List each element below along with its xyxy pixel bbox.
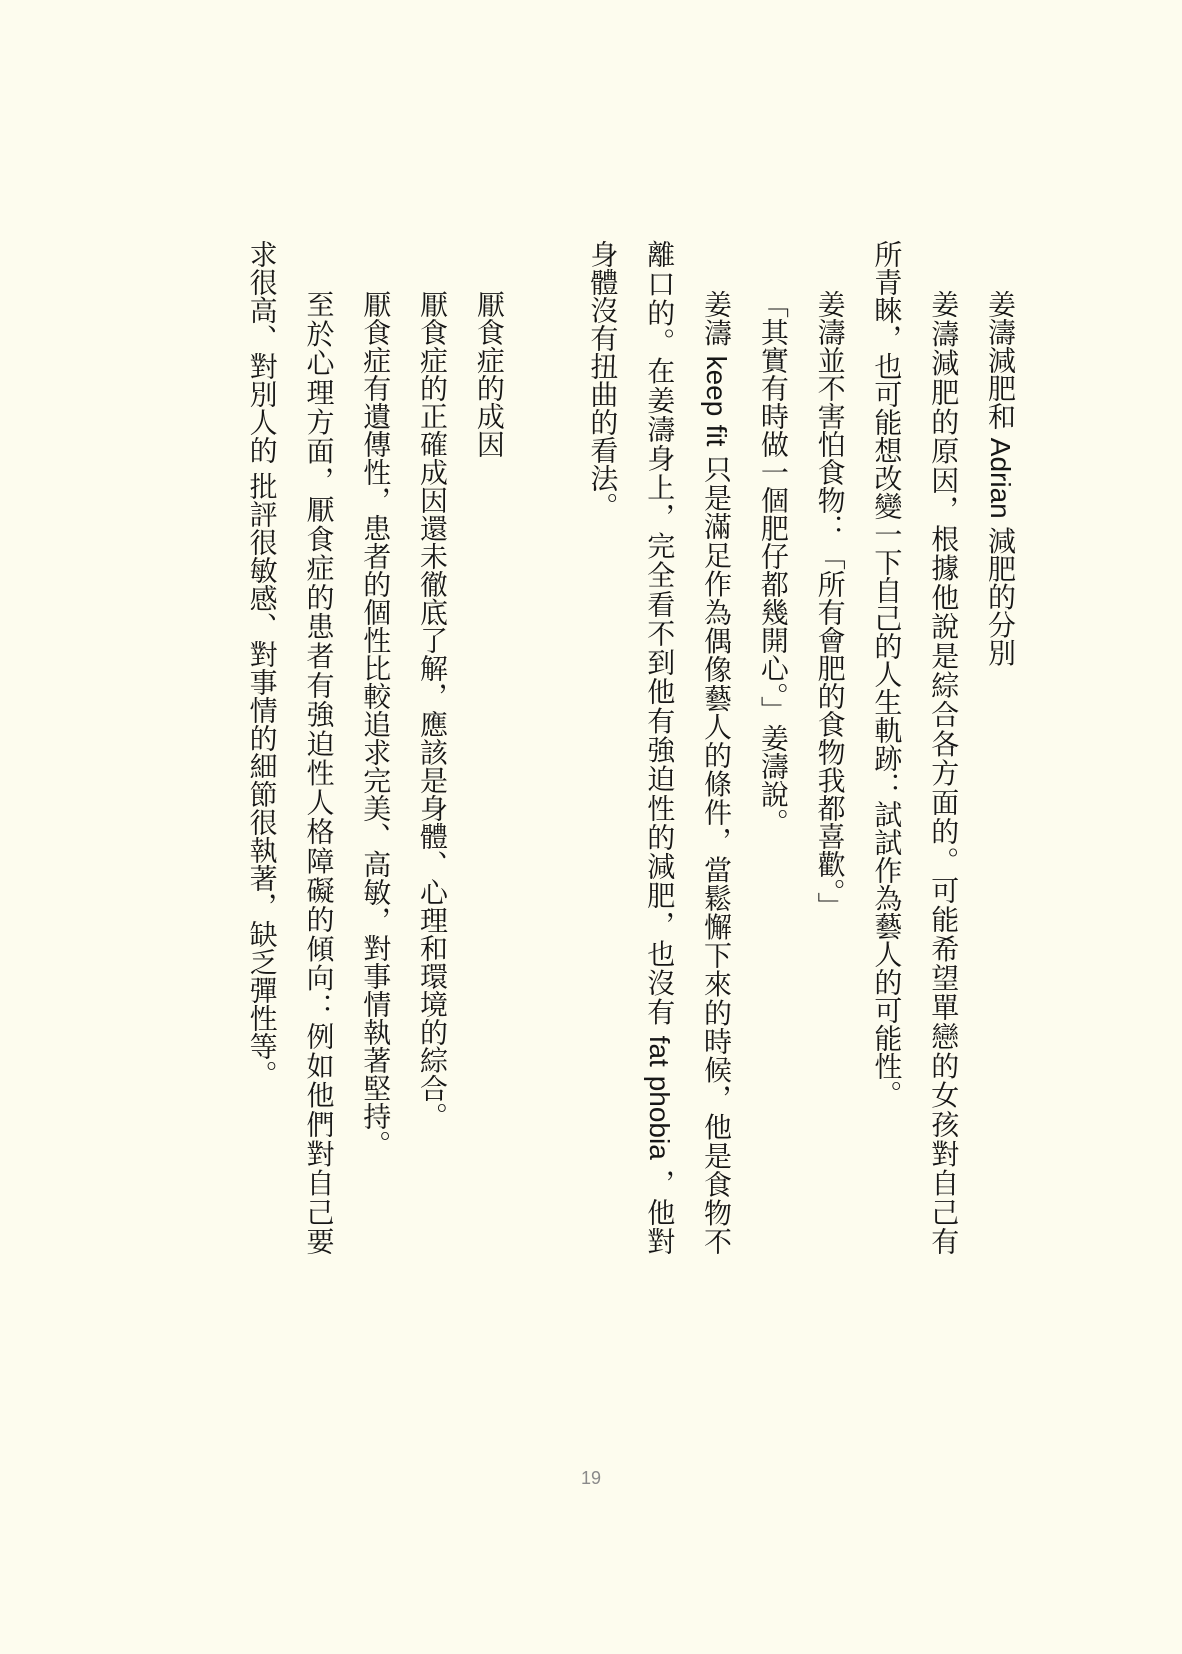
section-heading: 厭食症的成因 — [473, 290, 505, 458]
paragraph — [233, 240, 347, 1255]
paragraph — [801, 240, 858, 1255]
paragraph-line: 厭食症有遺傳性，患者的個性比較追求完美、高敏，對事情執著堅持。 — [360, 290, 392, 1158]
paragraph-line: 厭食症的正確成因還未徹底了解，應該是身體、心理和環境的綜合。 — [417, 290, 449, 1130]
section-heading: 姜濤減肥和 Adrian 減肥的分別 — [985, 290, 1016, 667]
paragraph-line: 姜濤減肥的原因，根據他說是綜合各方面的。可能希望單戀的女孩對自己有 — [928, 290, 960, 1255]
page-number: 19 — [580, 1468, 602, 1488]
paragraph — [403, 240, 460, 1255]
paragraph — [574, 240, 744, 1255]
paragraph-line: 「其實有時做一個肥仔都幾開心。」姜濤說。 — [757, 290, 789, 836]
paragraph-line: 求很高、對別人的 批評很敏感、對事情的細節很執著，缺乏彈性等。 — [246, 240, 278, 1088]
paragraph-line: 身體沒有扭曲的看法。 — [587, 240, 619, 520]
paragraph-line: 姜濤並不害怕食物：「所有會肥的食物我都喜歡。」 — [814, 290, 846, 920]
vertical-text-body — [233, 240, 1028, 1255]
paragraph-line: 至於心理方面，厭食症的患者有強迫性人格障礙的傾向：例如他們對自己要 — [303, 290, 335, 1255]
paragraph-line: 姜濤 keep fit 只是滿足作為偶像藝人的條件，當鬆懈下來的時候，他是食物不 — [701, 290, 733, 1255]
section-anorexia-causes — [233, 240, 517, 1255]
paragraph-line: 所青睞，也可能想改變一下自己的人生軌跡：試試作為藝人的可能性。 — [871, 240, 903, 1108]
paragraph-quote — [744, 240, 801, 1255]
paragraph — [858, 240, 972, 1255]
paragraph — [346, 240, 403, 1255]
section-weight-loss-comparison — [574, 240, 1028, 1255]
paragraph-line: 離口的。在姜濤身上，完全看不到他有強迫性的減肥，也沒有 fat phobia ，他對 — [644, 240, 676, 1255]
